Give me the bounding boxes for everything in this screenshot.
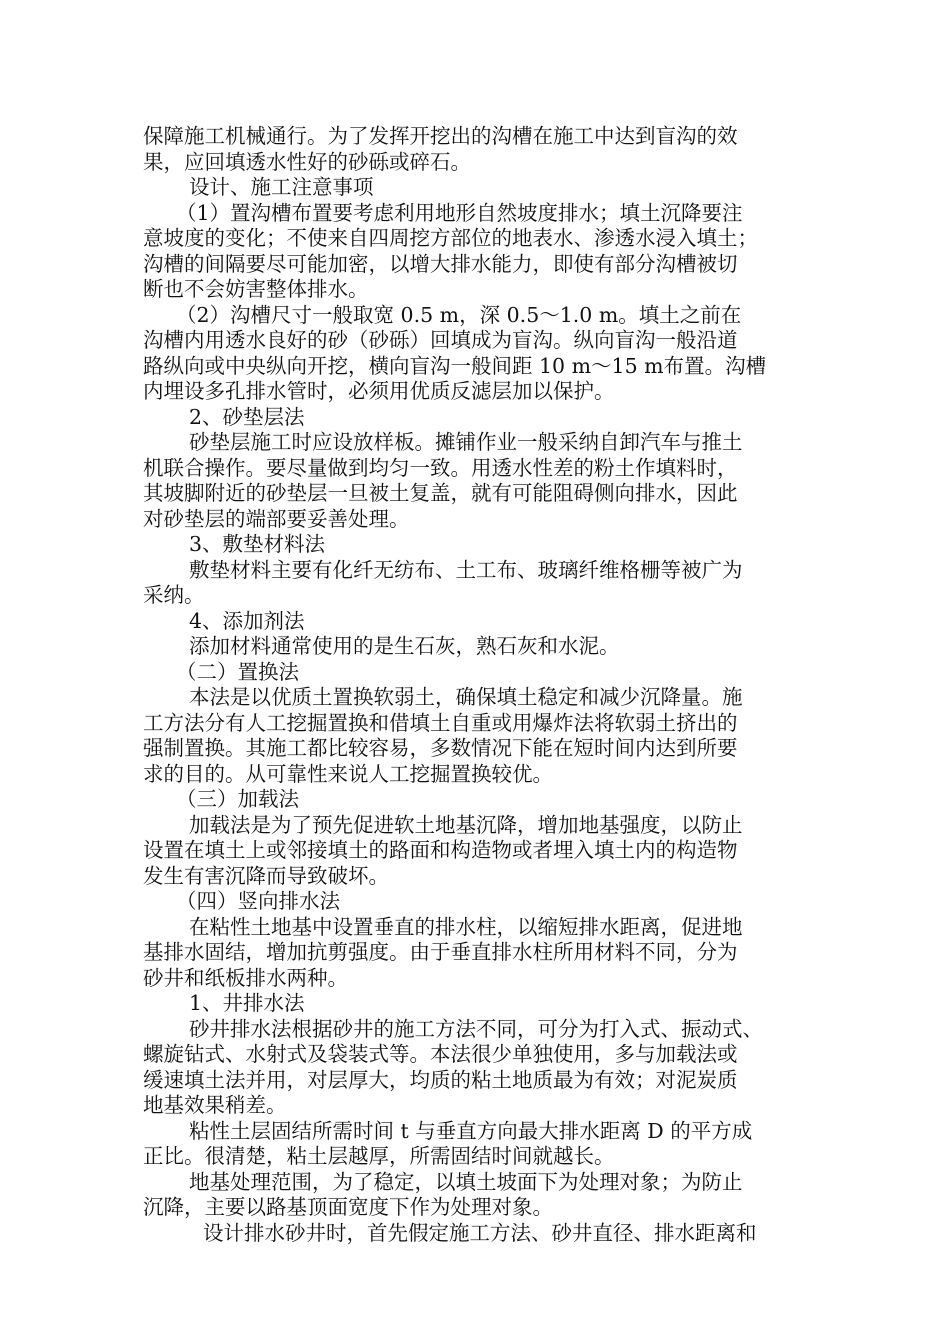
paragraph-line: 果，应回填透水性好的砂砾或碎石。 bbox=[143, 149, 471, 174]
section-heading: （二）置换法 bbox=[176, 659, 299, 684]
paragraph-line: 地基处理范围，为了稳定，以填土坡面下为处理对象；为防止 bbox=[189, 1169, 743, 1194]
paragraph-line: 添加材料通常使用的是生石灰，熟石灰和水泥。 bbox=[189, 634, 620, 658]
paragraph-line: 断也不会妨害整体排水。 bbox=[143, 277, 369, 301]
paragraph-line: 设置在填土上或邻接填土的路面和构造物或者埋入填土内的构造物 bbox=[143, 838, 738, 862]
section-heading: （四）竖向排水法 bbox=[176, 889, 340, 913]
section-heading: 设计、施工注意事项 bbox=[189, 175, 374, 199]
section-heading: 3、敷垫材料法 bbox=[189, 532, 326, 556]
paragraph-line: 意坡度的变化；不使来自四周挖方部位的地表水、渗透水浸入填土； bbox=[143, 226, 758, 250]
section-heading: 4、添加剂法 bbox=[189, 608, 305, 633]
paragraph-line: 本法是以优质土置换软弱土，确保填土稳定和减少沉降量。施 bbox=[189, 685, 743, 709]
paragraph-line: 内埋设多孔排水管时，必须用优质反滤层加以保护。 bbox=[143, 379, 615, 403]
paragraph-line: 正比。很清楚，粘土层越厚，所需固结时间就越长。 bbox=[143, 1144, 615, 1168]
paragraph-line: （2）沟槽尺寸一般取宽 0.5 m，深 0.5～1.0 m。填土之前在 bbox=[176, 302, 742, 327]
paragraph-line: 沟槽的间隔要尽可能加密，以增大排水能力，即使有部分沟槽被切 bbox=[143, 251, 738, 276]
paragraph-line: 路纵向或中央纵向开挖，横向盲沟一般间距 10 m～15 m布置。沟槽 bbox=[143, 353, 767, 378]
paragraph-line: 对砂垫层的端部要妥善处理。 bbox=[143, 506, 410, 531]
paragraph-line: 地基效果稍差。 bbox=[143, 1093, 287, 1117]
paragraph-line: 在粘性土地基中设置垂直的排水柱，以缩短排水距离，促进地 bbox=[189, 914, 743, 939]
paragraph-line: 砂井和纸板排水两种。 bbox=[143, 965, 348, 990]
paragraph-line: 发生有害沉降而导致破坏。 bbox=[143, 863, 389, 888]
paragraph-line: 保障施工机械通行。为了发挥开挖出的沟槽在施工中达到盲沟的效 bbox=[143, 124, 738, 148]
paragraph-line: 设计排水砂井时，首先假定施工方法、砂井直径、排水距离和 bbox=[203, 1220, 757, 1245]
paragraph-line: 加载法是为了预先促进软土地基沉降，增加地基强度，以防止 bbox=[189, 812, 743, 837]
paragraph-line: 沉降，主要以路基顶面宽度下作为处理对象。 bbox=[143, 1195, 553, 1219]
paragraph-line: 敷垫材料主要有化纤无纺布、土工布、玻璃纤维格栅等被广为 bbox=[189, 557, 743, 582]
section-heading: 2、砂垫层法 bbox=[189, 404, 305, 429]
paragraph-line: 沟槽内用透水良好的砂（砂砾）回填成为盲沟。纵向盲沟一般沿道 bbox=[143, 328, 738, 352]
paragraph-line: 强制置换。其施工都比较容易，多数情况下能在短时间内达到所要 bbox=[143, 736, 738, 760]
paragraph-line: 粘性土层固结所需时间 t 与垂直方向最大排水距离 D 的平方成 bbox=[189, 1118, 753, 1143]
paragraph-line: 基排水固结，增加抗剪强度。由于垂直排水柱所用材料不同，分为 bbox=[143, 940, 738, 964]
paragraph-line: 机联合操作。要尽量做到均匀一致。用透水性差的粉土作填料时， bbox=[143, 455, 738, 480]
paragraph-line: 砂井排水法根据砂井的施工方法不同，可分为打入式、振动式、 bbox=[189, 1016, 763, 1041]
paragraph-line: 砂垫层施工时应设放样板。摊铺作业一般采纳自卸汽车与推土 bbox=[189, 430, 743, 454]
document-body bbox=[143, 124, 808, 1246]
paragraph-line: 工方法分有人工挖掘置换和借填土自重或用爆炸法将软弱土挤出的 bbox=[143, 710, 738, 735]
paragraph-line: （1）置沟槽布置要考虑利用地形自然坡度排水；填土沉降要注 bbox=[176, 200, 743, 225]
section-heading: （三）加载法 bbox=[176, 787, 299, 811]
paragraph-line: 采纳。 bbox=[143, 583, 205, 607]
paragraph-line: 螺旋钻式、水射式及袋装式等。本法很少单独使用，多与加载法或 bbox=[143, 1042, 738, 1066]
paragraph-line: 求的目的。从可靠性来说人工挖掘置换较优。 bbox=[143, 761, 553, 786]
section-heading: 1、井排水法 bbox=[189, 991, 305, 1015]
paragraph-line: 缓速填土法并用，对层厚大，均质的粘土地质最为有效；对泥炭质 bbox=[143, 1067, 738, 1092]
paragraph-line: 其坡脚附近的砂垫层一旦被土复盖，就有可能阻碍侧向排水，因此 bbox=[143, 481, 738, 505]
